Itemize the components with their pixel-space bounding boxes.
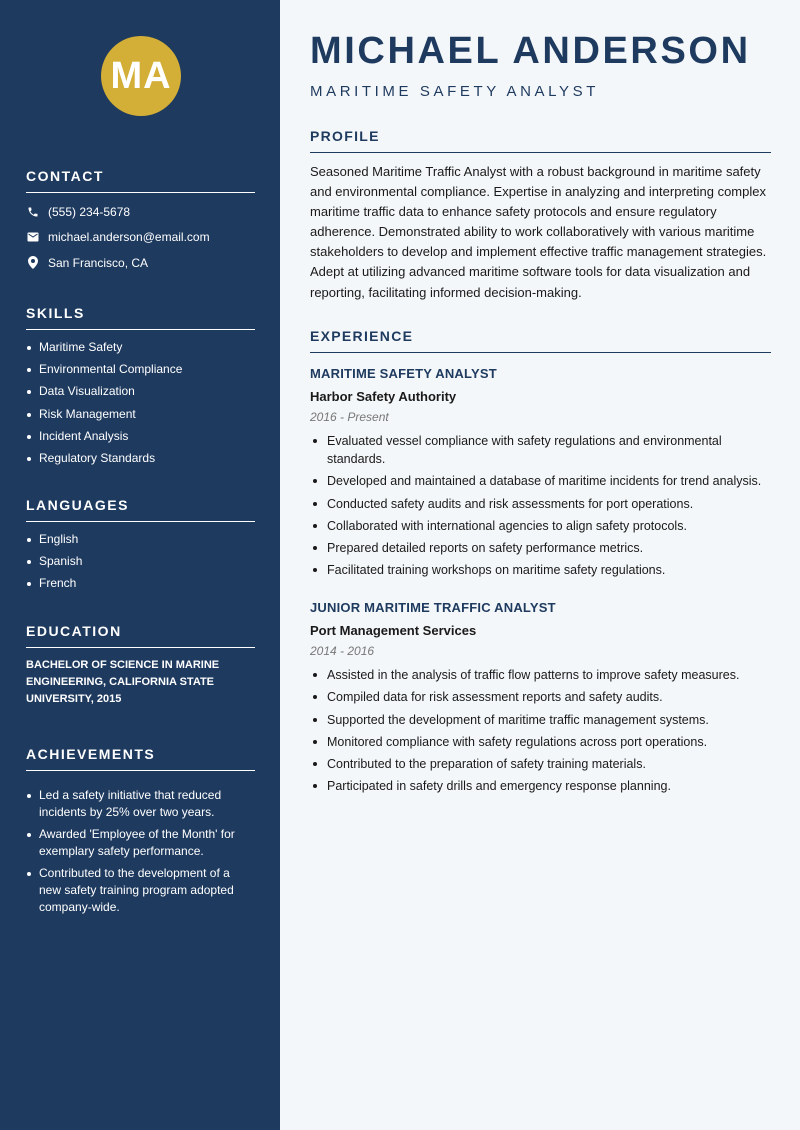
list-item: Conducted safety audits and risk assessments for port operations. [310,495,771,513]
job-entry [310,366,771,584]
list-item: Risk Management [26,406,255,423]
contact-location [26,250,255,276]
profile-heading: PROFILE [310,128,771,153]
contact-email [26,225,255,251]
list-item: French [26,575,255,592]
list-item: Led a safety initiative that reduced incidents by 25% over two years. [26,787,255,821]
list-item: Incident Analysis [26,428,255,445]
list-item: Supported the development of maritime traffic management systems. [310,711,771,729]
avatar: MA [101,36,181,116]
list-item: Contributed to the preparation of safety training materials. [310,755,771,773]
email-text: michael.anderson@email.com [48,230,210,245]
list-item: Spanish [26,553,255,570]
list-item: Participated in safety drills and emergency response planning. [310,777,771,795]
list-item: Compiled data for risk assessment reports and safety audits. [310,688,771,706]
list-item: Facilitated training workshops on maritime safety regulations. [310,561,771,579]
main-content [280,0,800,1130]
achievements-list [26,787,255,916]
list-item: Environmental Compliance [26,361,255,378]
languages-list [26,531,255,592]
list-item: Data Visualization [26,383,255,400]
job-title: JUNIOR MARITIME TRAFFIC ANALYST [310,600,556,615]
list-item: Developed and maintained a database of maritime incidents for trend analysis. [310,472,771,490]
list-item: Collaborated with international agencies to align safety protocols. [310,517,771,535]
phone-text: (555) 234-5678 [48,204,131,219]
list-item: Monitored compliance with safety regulations across port operations. [310,733,771,751]
job-company: Port Management Services [310,623,477,638]
list-item: Evaluated vessel compliance with safety regulations and environmental standards. [310,432,771,468]
contact-phone [26,199,255,225]
languages-section [26,497,255,598]
list-item: Contributed to the development of a new safety training program adopted company-wide. [26,865,255,916]
list-item: Regulatory Standards [26,450,255,467]
achievements-section [26,746,255,922]
skills-section [26,305,255,472]
job-bullets [310,666,771,795]
list-item: English [26,531,255,548]
achievements-heading: ACHIEVEMENTS [26,746,255,771]
job-title: MARITIME SAFETY ANALYST [310,366,497,381]
job-company: Harbor Safety Authority [310,389,457,404]
job-dates: 2014 - 2016 [310,644,375,658]
list-item: Awarded 'Employee of the Month' for exemplary safety performance. [26,826,255,860]
experience-section [310,328,771,353]
list-item: Prepared detailed reports on safety performance metrics. [310,539,771,557]
list-item: Maritime Safety [26,339,255,356]
location-pin-icon [26,256,40,270]
experience-heading: EXPERIENCE [310,328,771,353]
profile-text: Seasoned Maritime Traffic Analyst with a robust background in maritime safety and environmental compliance. Expertise in analyzing and interpreting complex maritime traffic data to enhance safety protocols and ensure regulatory adherence. Demonstrated ability to work collaboratively with various maritime stakeholders to develop and implement effective traffic management strategies. Adept at utilizing advanced maritime software tools for data visualization and reporting, facilitating informed decision-making. [310,164,767,300]
email-icon [26,230,40,244]
location-text: San Francisco, CA [48,255,149,270]
job-bullets [310,432,771,579]
skills-heading: SKILLS [26,305,255,330]
sidebar [0,0,280,1130]
job-dates: 2016 - Present [310,410,389,424]
education-section [26,623,255,708]
contact-section [26,168,255,276]
job-entry [310,600,771,800]
languages-heading: LANGUAGES [26,497,255,522]
phone-icon [26,205,40,219]
candidate-title: MARITIME SAFETY ANALYST [310,83,599,100]
education-degree: BACHELOR OF SCIENCE IN MARINE ENGINEERING, CALIFORNIA STATE UNIVERSITY, 2015 [26,659,220,705]
contact-heading: CONTACT [26,168,255,193]
list-item: Assisted in the analysis of traffic flow patterns to improve safety measures. [310,666,771,684]
candidate-name: MICHAEL ANDERSON [310,30,751,72]
profile-section [310,128,771,303]
skills-list [26,339,255,467]
education-heading: EDUCATION [26,623,255,648]
